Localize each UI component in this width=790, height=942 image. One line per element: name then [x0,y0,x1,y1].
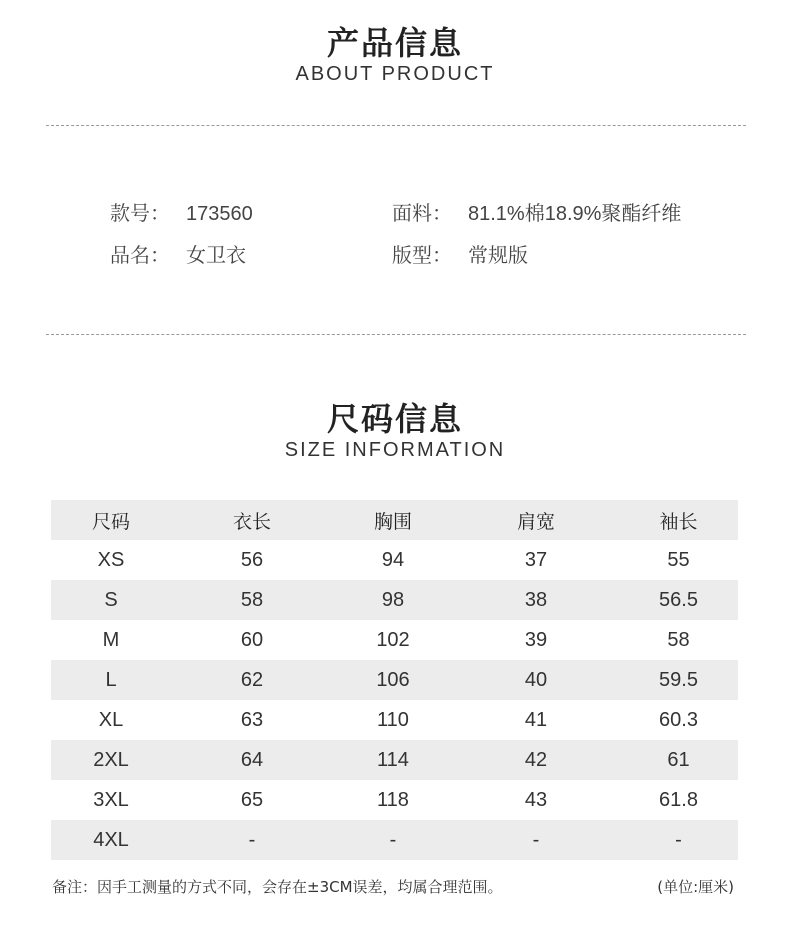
table-cell: 2XL [51,740,171,780]
table-row [51,700,738,740]
table-row [51,740,738,780]
table-cell: 61 [619,740,738,780]
table-cell: 64 [171,740,333,780]
info-label: 款号： [110,201,170,225]
info-value: 173560 [186,203,253,225]
header-length: 衣长 [171,500,333,540]
table-cell: 41 [524,708,548,731]
product-info-title: 产品信息 [326,24,463,62]
info-label: 品名： [110,243,170,267]
table-cell: 38 [453,580,619,620]
table-cell: - [453,820,619,860]
table-cell: 59.5 [619,660,738,700]
info-label: 版型： [392,243,452,267]
table-cell: 3XL [93,788,129,811]
table-cell: 37 [524,548,548,571]
size-info-title: 尺码信息 [326,400,463,438]
table-cell: 118 [377,788,409,811]
info-fabric [392,197,681,226]
divider [46,334,746,335]
table-cell: 63 [240,708,264,731]
table-row [51,660,738,700]
table-cell: 58 [667,628,690,651]
unit-label: (单位:厘米) [657,878,734,896]
info-label: 面料： [392,201,452,225]
table-cell: 56 [240,548,264,571]
table-cell: 62 [171,660,333,700]
header-sleeve: 袖长 [619,500,738,540]
size-info-subtitle: SIZE INFORMATION [284,439,506,461]
info-product-name [110,239,246,268]
size-table-header [51,500,738,540]
table-cell: S [51,580,171,620]
info-value: 常规版 [468,245,528,267]
table-cell: 43 [524,788,548,811]
header-shoulder: 肩宽 [453,500,619,540]
table-cell: 106 [333,660,453,700]
header-chest: 胸围 [333,500,453,540]
table-cell: 110 [377,708,409,731]
table-cell: 60 [240,628,264,651]
info-value: 81.1%棉18.9%聚酯纤维 [468,203,682,225]
divider [46,125,746,126]
measurement-note: 备注：因手工测量的方式不同，会存在±3CM误差，均属合理范围。 [52,878,503,896]
table-cell: 98 [333,580,453,620]
table-cell: 4XL [51,820,171,860]
info-style-number [110,197,253,226]
table-cell: M [102,628,120,651]
table-cell: XL [98,708,124,731]
table-row [51,780,738,820]
table-cell: 61.8 [659,788,698,811]
table-cell: 40 [453,660,619,700]
table-row [51,540,738,580]
table-cell: 39 [524,628,548,651]
table-cell: - [333,820,453,860]
table-cell: XS [97,548,125,571]
table-cell: 114 [333,740,453,780]
table-cell: 102 [376,628,410,651]
table-cell: L [51,660,171,700]
header-size: 尺码 [51,500,171,540]
table-row [51,620,738,660]
table-cell: 58 [171,580,333,620]
info-value: 女卫衣 [186,245,246,267]
table-cell: 56.5 [619,580,738,620]
table-cell: - [171,820,333,860]
info-fit [392,239,528,268]
table-cell: 55 [667,548,690,571]
table-cell: 42 [453,740,619,780]
table-row [51,820,738,860]
table-cell: - [619,820,738,860]
product-info-subtitle: ABOUT PRODUCT [295,63,495,85]
size-table [51,500,738,860]
table-row [51,580,738,620]
table-cell: 65 [240,788,264,811]
table-cell: 94 [381,548,405,571]
table-cell: 60.3 [659,708,698,731]
